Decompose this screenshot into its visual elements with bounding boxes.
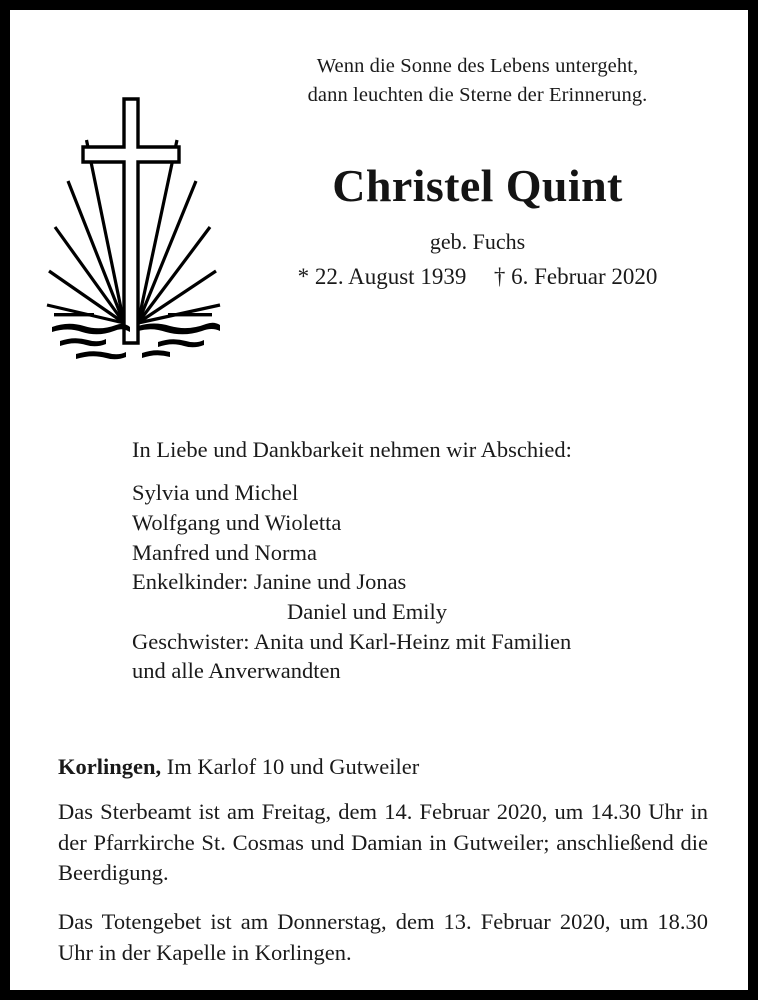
epigraph	[235, 52, 720, 110]
notice-inner	[10, 10, 748, 990]
life-dates	[235, 263, 720, 292]
epigraph-line-1: Wenn die Sonne des Lebens untergeht,	[316, 55, 639, 77]
place-name: Korlingen,	[58, 754, 162, 779]
mourner-line: Enkelkinder: Janine und Jonas	[132, 569, 407, 595]
place-address: Im Karlof 10 und Gutweiler	[161, 754, 420, 779]
mourner-line: Geschwister: Anita und Karl-Heinz mit Familien	[132, 628, 572, 654]
service-paragraph: Das Sterbeamt ist am Freitag, dem 14. Februar 2020, um 14.30 Uhr in der Pfarrkirche St. Cosmas und Damian in Gutweiler; anschließend die Beerdigung.	[58, 799, 708, 886]
place-line	[58, 752, 708, 781]
epigraph-line-2: dann leuchten die Sterne der Erinnerung.	[307, 84, 648, 107]
maiden-name: geb. Fuchs	[429, 228, 526, 254]
notice-header	[10, 10, 748, 380]
mourner-line: Sylvia und Michel	[132, 480, 299, 506]
birth-symbol: *	[297, 263, 310, 289]
service-paragraphs	[58, 797, 708, 968]
mourners-intro: In Liebe und Dankbarkeit nehmen wir Abschied:	[132, 437, 572, 462]
mourners-list	[132, 478, 708, 686]
mourner-line: Daniel und Emily	[287, 599, 447, 624]
death-date: 6. Februar 2020	[511, 263, 658, 289]
death-symbol: †	[493, 263, 506, 289]
birth-date: 22. August 1939	[314, 263, 467, 289]
mourner-line: Wolfgang und Wioletta	[132, 509, 342, 535]
mourners-block	[132, 435, 708, 686]
service-details-block	[58, 752, 708, 968]
mourner-line: Manfred und Norma	[132, 539, 317, 565]
header-text-block	[235, 52, 720, 292]
deceased-name: Christel Quint	[332, 160, 623, 212]
service-paragraph: Das Totengebet ist am Donnerstag, dem 13. Februar 2020, um 18.30 Uhr in der Kapelle in Korlingen.	[58, 909, 708, 965]
mourner-line: und alle Anverwandten	[132, 658, 341, 684]
cross-with-sunrays-over-water-icon	[46, 95, 226, 365]
